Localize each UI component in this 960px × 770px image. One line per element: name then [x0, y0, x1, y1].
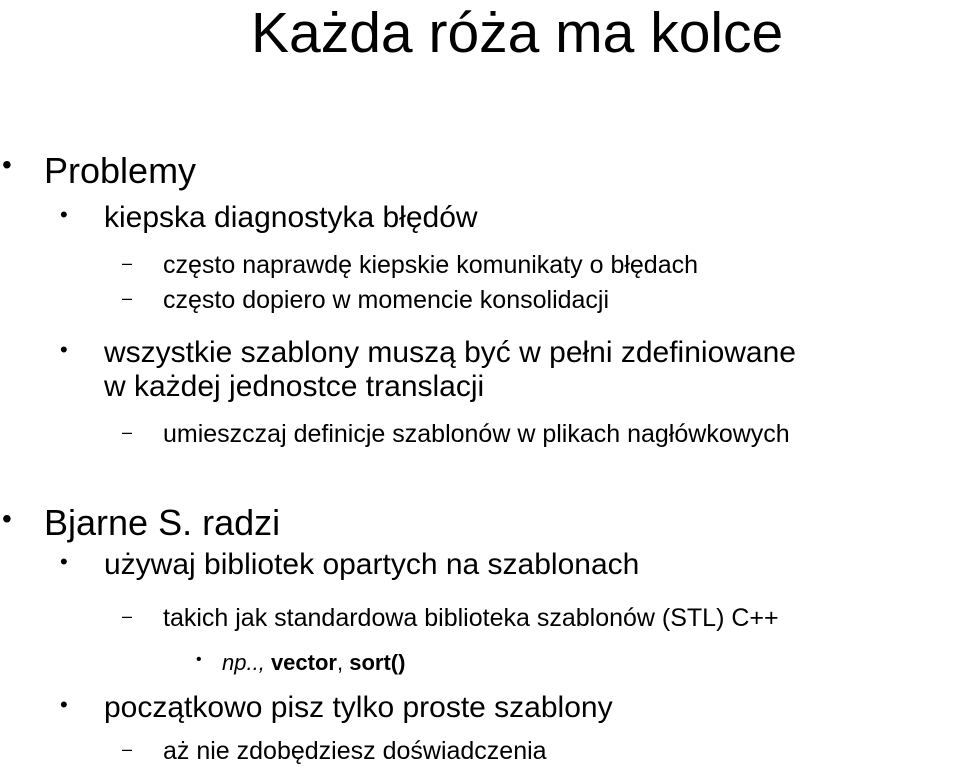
bullet-icon: • [60, 549, 68, 574]
subbullet-doswiadczenie: aż nie zdobędziesz doświadczenia [163, 737, 547, 765]
subbullet-konsolidacja: często dopiero w momencie konsolidacji [163, 286, 610, 314]
bullet-icon: • [60, 692, 68, 717]
bullet-szablony-line1: wszystkie szablony muszą być w pełni zdefiniowane [104, 336, 796, 369]
example-separator: , [336, 650, 344, 675]
dash-icon: – [122, 288, 133, 308]
code-sort: sort() [349, 650, 406, 675]
subbullet-naglowki: umieszczaj definicje szablonów w plikach nagłówkowych [163, 420, 790, 448]
dash-icon: – [122, 606, 133, 626]
subsubbullet-przyklad [222, 650, 405, 676]
bullet-icon: • [60, 337, 68, 362]
bullet-problemy: Problemy [44, 150, 197, 191]
bullet-icon: • [2, 503, 12, 534]
dash-icon: – [122, 739, 133, 759]
dash-icon: – [122, 253, 133, 273]
bullet-szablony-line2: w każdej jednostce translacji [104, 370, 485, 403]
bullet-icon: • [196, 651, 202, 668]
code-vector: vector [270, 650, 337, 675]
subbullet-stl: takich jak standardowa biblioteka szablonów (STL) C++ [163, 604, 779, 632]
dash-icon: – [122, 422, 133, 442]
bullet-proste-szablony: początkowo pisz tylko proste szablony [104, 691, 613, 724]
example-prefix: np.., [222, 650, 265, 675]
bullet-diagnostyka: kiepska diagnostyka błędów [104, 201, 478, 234]
slide-title: Każda róża ma kolce [251, 1, 784, 65]
subbullet-komunikaty: często naprawdę kiepskie komunikaty o błędach [163, 251, 699, 279]
bullet-bjarne: Bjarne S. radzi [44, 502, 281, 543]
bullet-biblioteki: używaj bibliotek opartych na szablonach [104, 548, 640, 581]
bullet-icon: • [2, 149, 12, 180]
bullet-icon: • [60, 202, 68, 227]
